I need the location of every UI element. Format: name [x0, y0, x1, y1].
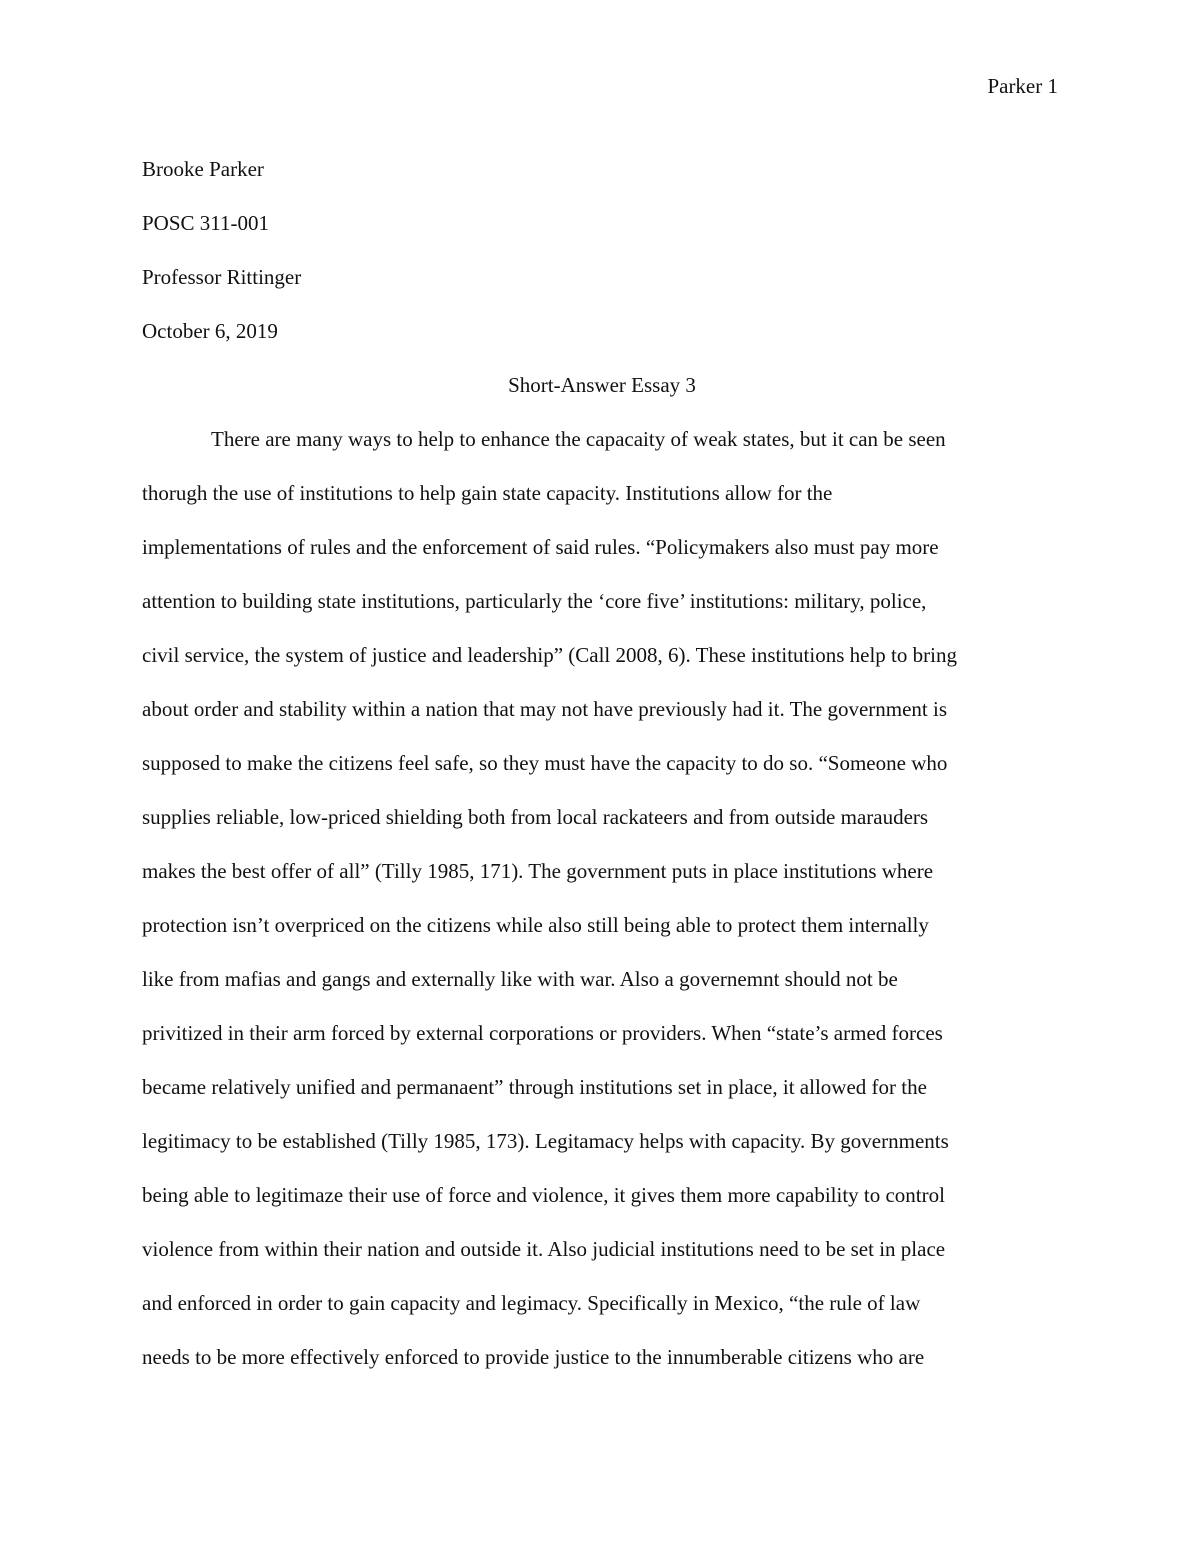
- paragraph-line: supposed to make the citizens feel safe, so they must have the capacity to do so. “Someone who: [142, 751, 948, 775]
- paragraph-line: violence from within their nation and outside it. Also judicial institutions need to be set in place: [142, 1237, 946, 1261]
- paragraph-line: about order and stability within a nation that may not have previously had it. The government is: [142, 697, 948, 721]
- submission-date: October 6, 2019: [142, 319, 278, 343]
- paragraph-line: like from mafias and gangs and externally like with war. Also a governemnt should not be: [142, 967, 898, 991]
- professor-name: Professor Rittinger: [142, 265, 302, 289]
- paragraph-line: became relatively unified and permanaent” through institutions set in place, it allowed for the: [142, 1075, 927, 1099]
- paragraph-line: thorugh the use of institutions to help gain state capacity. Institutions allow for the: [142, 481, 833, 505]
- author-name: Brooke Parker: [142, 157, 264, 181]
- paragraph-line: makes the best offer of all” (Tilly 1985, 171). The government puts in place institutions where: [142, 859, 934, 883]
- paragraph-line: and enforced in order to gain capacity and legimacy. Specifically in Mexico, “the rule of law: [142, 1291, 921, 1315]
- paragraph-line: civil service, the system of justice and leadership” (Call 2008, 6). These institutions help to bring: [142, 643, 957, 667]
- paragraph-line: attention to building state institutions, particularly the ‘core five’ institutions: military, police,: [142, 589, 927, 613]
- document-body: [142, 142, 1062, 1384]
- paragraph-line: protection isn’t overpriced on the citizens while also still being able to protect them internally: [142, 913, 929, 937]
- essay-paragraph: [142, 412, 1062, 1384]
- paragraph-line: needs to be more effectively enforced to provide justice to the innumberable citizens who are: [142, 1345, 925, 1369]
- paragraph-line: implementations of rules and the enforcement of said rules. “Policymakers also must pay more: [142, 535, 939, 559]
- paragraph-line: privitized in their arm forced by external corporations or providers. When “state’s armed forces: [142, 1021, 943, 1045]
- paragraph-line: legitimacy to be established (Tilly 1985, 173). Legitamacy helps with capacity. By governments: [142, 1129, 949, 1153]
- essay-title: Short-Answer Essay 3: [508, 373, 696, 397]
- course-code: POSC 311-001: [142, 211, 269, 235]
- paragraph-line: being able to legitimaze their use of force and violence, it gives them more capability to control: [142, 1183, 945, 1207]
- running-header: Parker 1: [987, 74, 1058, 98]
- paragraph-line: supplies reliable, low-priced shielding both from local rackateers and from outside marauders: [142, 805, 929, 829]
- paragraph-line: There are many ways to help to enhance the capacaity of weak states, but it can be seen: [211, 427, 946, 451]
